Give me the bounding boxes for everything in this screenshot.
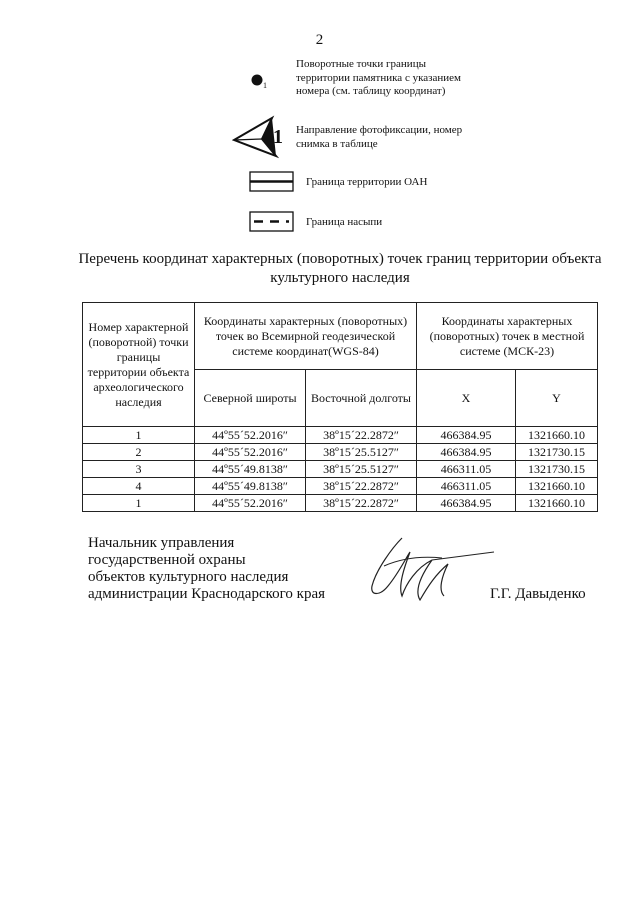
cell-y: 1321730.15 xyxy=(516,444,598,461)
cell-x: 466384.95 xyxy=(417,495,516,512)
cell-x: 466311.05 xyxy=(417,478,516,495)
cell-longitude: 38º15´22.2872″ xyxy=(306,427,417,444)
signer-name: Г.Г. Давыденко xyxy=(490,586,586,602)
cell-point-number: 4 xyxy=(83,478,195,495)
cell-longitude: 38º15´22.2872″ xyxy=(306,478,417,495)
cell-point-number: 1 xyxy=(83,427,195,444)
signature-title-line: объектов культурного наследия xyxy=(88,569,289,585)
legend-oan-boundary: Граница территории ОАН xyxy=(306,176,428,188)
header-latitude: Северной широты xyxy=(195,370,306,427)
oan-boundary-line-icon xyxy=(249,171,295,193)
document-heading: Перечень координат характерных (поворотных) точек границ территории объекта культурного наследия xyxy=(78,251,602,286)
cell-x: 466311.05 xyxy=(417,461,516,478)
signature-title-line: администрации Краснодарского края xyxy=(88,586,326,602)
embankment-boundary-line-icon xyxy=(249,211,295,233)
turning-point-marker-index: 1 xyxy=(263,81,267,90)
cell-latitude: 44º55´49.8138″ xyxy=(195,478,306,495)
header-wgs84: Координаты характерных (поворотных) точек во Всемирной геодезической системе координат(WGS-84) xyxy=(195,303,417,370)
cell-longitude: 38º15´25.5127″ xyxy=(306,461,417,478)
cell-y: 1321660.10 xyxy=(516,427,598,444)
table-row xyxy=(83,427,598,444)
cell-longitude: 38º15´25.5127″ xyxy=(306,444,417,461)
cell-point-number: 2 xyxy=(83,444,195,461)
cell-latitude: 44º55´52.2016″ xyxy=(195,444,306,461)
cell-x: 466384.95 xyxy=(417,427,516,444)
cell-y: 1321660.10 xyxy=(516,478,598,495)
legend-embankment-boundary: Граница насыпи xyxy=(306,216,383,228)
page-number: 2 xyxy=(315,32,324,48)
table-row xyxy=(83,478,598,495)
cell-latitude: 44º55´49.8138″ xyxy=(195,461,306,478)
header-point-number: Номер характерной (поворотной) точки границы территории объекта археологического наследия xyxy=(83,303,195,427)
header-longitude: Восточной долготы xyxy=(306,370,417,427)
cell-y: 1321660.10 xyxy=(516,495,598,512)
photo-direction-number: 1 xyxy=(273,126,283,148)
signature-title xyxy=(88,535,325,603)
cell-y: 1321730.15 xyxy=(516,461,598,478)
table-row xyxy=(83,495,598,512)
legend-turning-points: Поворотные точки границы территории памятника с указанием номера (см. таблицу координат) xyxy=(296,58,461,97)
legend-photo-direction: Направление фотофиксации, номер снимка в таблице xyxy=(296,124,463,150)
coordinates-table xyxy=(82,302,598,512)
cell-point-number: 3 xyxy=(83,461,195,478)
header-y: Y xyxy=(516,370,598,427)
cell-longitude: 38º15´22.2872″ xyxy=(306,495,417,512)
table-row xyxy=(83,461,598,478)
handwritten-signature xyxy=(362,530,502,610)
cell-x: 466384.95 xyxy=(417,444,516,461)
header-x: X xyxy=(417,370,516,427)
signature-title-line: Начальник управления xyxy=(88,535,235,551)
cell-latitude: 44º55´52.2016″ xyxy=(195,495,306,512)
signature-title-line: государственной охраны xyxy=(88,552,246,568)
cell-point-number: 1 xyxy=(83,495,195,512)
cell-latitude: 44º55´52.2016″ xyxy=(195,427,306,444)
table-row xyxy=(83,444,598,461)
header-msk23: Координаты характерных (поворотных) точек в местной системе (МСК-23) xyxy=(417,303,598,370)
